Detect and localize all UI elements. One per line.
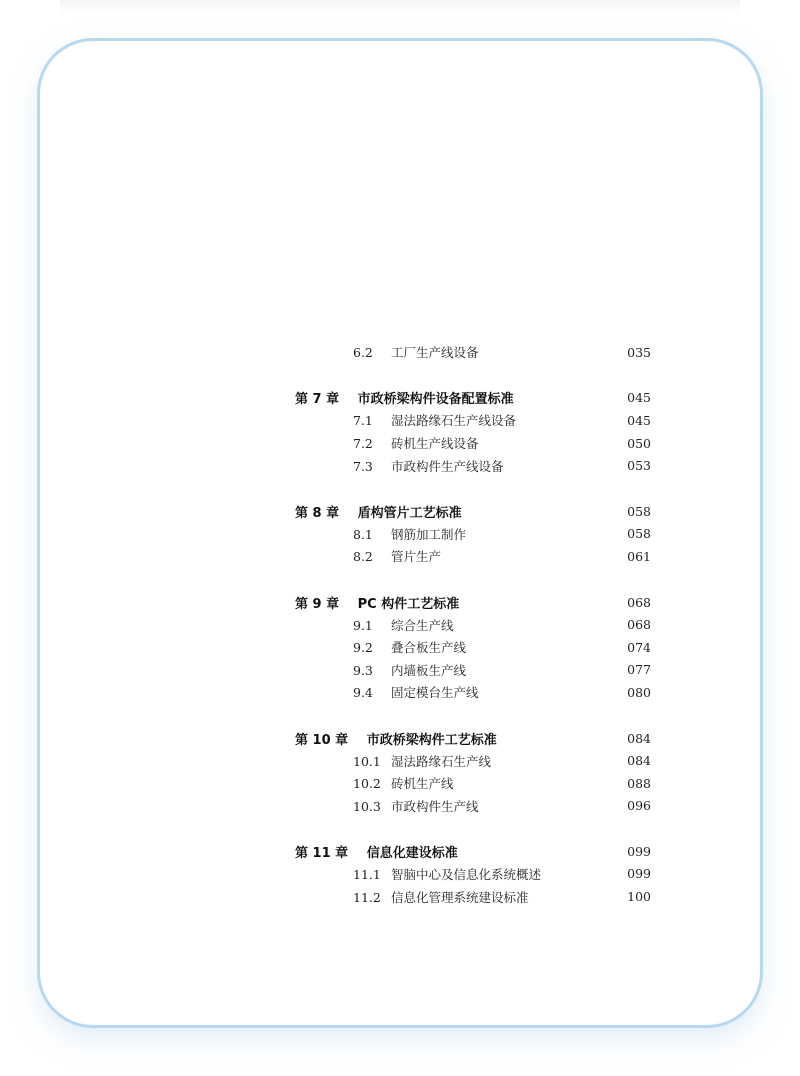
section-title: 工厂生产线设备 <box>390 345 479 361</box>
toc-chapter-row[interactable] <box>295 591 651 614</box>
toc-section-row[interactable] <box>295 749 651 772</box>
chapter-number: 第 8 章 <box>295 505 340 521</box>
section-page-number: 100 <box>627 889 651 905</box>
section-page-number: 088 <box>627 775 651 791</box>
toc-section-row[interactable] <box>295 613 651 636</box>
section-title: 市政构件生产线 <box>390 798 479 814</box>
toc-chapter-row[interactable] <box>295 840 651 863</box>
section-title: 智脑中心及信息化系统概述 <box>390 866 541 882</box>
section-number: 9.3 <box>353 662 373 678</box>
toc-group <box>295 840 651 908</box>
section-number: 7.2 <box>353 436 373 452</box>
section-title: 固定模台生产线 <box>390 685 479 701</box>
section-page-number: 096 <box>627 798 651 814</box>
section-page-number: 045 <box>627 412 651 428</box>
toc-section-row[interactable] <box>295 636 651 659</box>
chapter-page-number: 084 <box>627 730 651 746</box>
section-number: 6.2 <box>353 345 373 361</box>
toc-section-row[interactable] <box>295 545 651 568</box>
toc-group <box>295 727 651 817</box>
toc-group <box>295 591 651 704</box>
chapter-number: 第 9 章 <box>295 596 340 612</box>
toc-chapter-row[interactable] <box>295 387 651 410</box>
section-title: 综合生产线 <box>390 617 454 633</box>
section-title: 湿法路缘石生产线设备 <box>390 413 516 429</box>
section-title: 市政构件生产线设备 <box>390 458 504 474</box>
chapter-title: PC 构件工艺标准 <box>357 596 460 612</box>
toc-section-row[interactable] <box>295 432 651 455</box>
toc-section-row[interactable] <box>295 454 651 477</box>
top-shadow-decoration <box>60 0 740 14</box>
chapter-number: 第 10 章 <box>295 732 349 748</box>
section-number: 8.1 <box>353 526 373 542</box>
toc-section-row[interactable] <box>295 659 651 682</box>
section-number: 10.1 <box>353 753 381 769</box>
section-number: 8.2 <box>353 549 373 565</box>
section-page-number: 080 <box>627 684 651 700</box>
section-page-number: 084 <box>627 753 651 769</box>
chapter-title: 市政桥梁构件设备配置标准 <box>357 392 514 408</box>
toc-section-row[interactable] <box>295 341 651 364</box>
chapter-number: 第 7 章 <box>295 392 340 408</box>
chapter-title: 市政桥梁构件工艺标准 <box>366 732 497 748</box>
table-of-contents <box>295 341 651 931</box>
section-title: 管片生产 <box>390 549 441 565</box>
section-number: 10.2 <box>353 776 381 792</box>
chapter-number: 第 11 章 <box>295 845 349 861</box>
section-number: 11.2 <box>353 889 381 905</box>
toc-section-row[interactable] <box>295 795 651 818</box>
toc-section-row[interactable] <box>295 523 651 546</box>
chapter-page-number: 058 <box>627 503 651 519</box>
section-title: 砖机生产线设备 <box>390 436 479 452</box>
section-title: 砖机生产线 <box>390 776 454 792</box>
section-number: 9.2 <box>353 640 373 656</box>
section-page-number: 074 <box>627 639 651 655</box>
chapter-title: 盾构管片工艺标准 <box>357 505 462 521</box>
section-number: 11.1 <box>353 866 381 882</box>
section-page-number: 061 <box>627 548 651 564</box>
section-number: 10.3 <box>353 798 381 814</box>
section-page-number: 035 <box>627 344 651 360</box>
toc-section-row[interactable] <box>295 681 651 704</box>
toc-chapter-row[interactable] <box>295 727 651 750</box>
toc-chapter-row[interactable] <box>295 500 651 523</box>
chapter-page-number: 045 <box>627 390 651 406</box>
toc-group <box>295 387 651 477</box>
section-page-number: 077 <box>627 662 651 678</box>
section-page-number: 050 <box>627 435 651 451</box>
section-number: 9.1 <box>353 617 373 633</box>
section-title: 叠合板生产线 <box>390 640 466 656</box>
toc-group <box>295 500 651 568</box>
toc-section-row[interactable] <box>295 885 651 908</box>
chapter-page-number: 099 <box>627 843 651 859</box>
toc-section-row[interactable] <box>295 409 651 432</box>
toc-section-row[interactable] <box>295 863 651 886</box>
section-page-number: 053 <box>627 458 651 474</box>
section-page-number: 068 <box>627 617 651 633</box>
chapter-title: 信息化建设标准 <box>366 845 458 861</box>
section-title: 信息化管理系统建设标准 <box>390 889 529 905</box>
section-title: 钢筋加工制作 <box>390 526 466 542</box>
section-title: 湿法路缘石生产线 <box>390 753 491 769</box>
section-page-number: 058 <box>627 526 651 542</box>
toc-section-row[interactable] <box>295 772 651 795</box>
section-title: 内墙板生产线 <box>390 662 466 678</box>
section-number: 7.1 <box>353 413 373 429</box>
chapter-page-number: 068 <box>627 594 651 610</box>
section-number: 9.4 <box>353 685 373 701</box>
section-number: 7.3 <box>353 458 373 474</box>
section-page-number: 099 <box>627 866 651 882</box>
toc-group <box>295 341 651 364</box>
